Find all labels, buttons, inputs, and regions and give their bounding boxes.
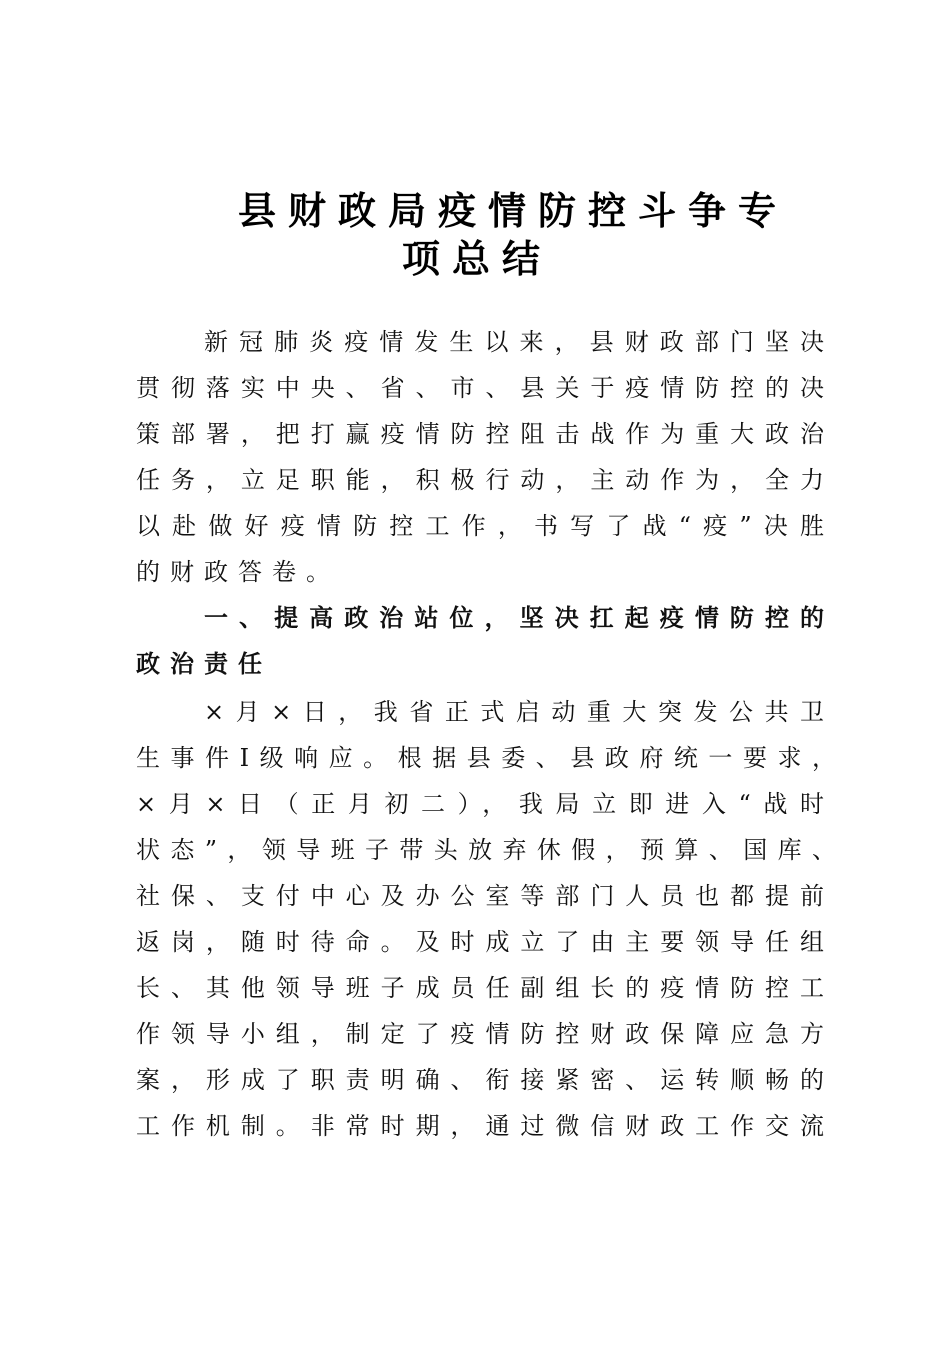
paragraph-line: 的财政答卷。	[136, 558, 340, 586]
paragraph-line: 策部署，把打赢疫情防控阻击战作为重大政治	[136, 420, 826, 448]
paragraph-line: 任务，立足职能，积极行动，主动作为，全力	[136, 466, 826, 494]
paragraph-line: 生事件Ⅰ级响应。根据县委、县政府统一要求，	[136, 744, 838, 772]
document-title-line-2: 项总结	[402, 237, 553, 281]
section-heading-line: 一、提高政治站位，坚决扛起疫情防控的	[204, 604, 826, 632]
paragraph-line: 作领导小组，制定了疫情防控财政保障应急方	[136, 1020, 826, 1048]
paragraph-line: 贯彻落实中央、省、市、县关于疫情防控的决	[136, 374, 826, 402]
paragraph-line: 工作机制。非常时期，通过微信财政工作交流	[136, 1112, 826, 1140]
paragraph-line: 新冠肺炎疫情发生以来，县财政部门坚决	[204, 328, 826, 356]
paragraph-line: ×月×日（正月初二），我局立即进入“战时	[136, 790, 826, 818]
paragraph-line: 社保、支付中心及办公室等部门人员也都提前	[136, 882, 826, 910]
document-title-line-1: 县财政局疫情防控斗争专	[238, 189, 789, 233]
paragraph-line: 状态”，领导班子带头放弃休假，预算、国库、	[136, 836, 838, 864]
paragraph-line: 长、其他领导班子成员任副组长的疫情防控工	[136, 974, 826, 1002]
paragraph-line: 以赴做好疫情防控工作，书写了战“疫”决胜	[136, 512, 826, 540]
paragraph-line: ×月×日，我省正式启动重大突发公共卫	[204, 698, 826, 726]
section-heading-line: 政治责任	[136, 650, 272, 678]
paragraph-line: 案，形成了职责明确、衔接紧密、运转顺畅的	[136, 1066, 826, 1094]
paragraph-line: 返岗，随时待命。及时成立了由主要领导任组	[136, 928, 826, 956]
